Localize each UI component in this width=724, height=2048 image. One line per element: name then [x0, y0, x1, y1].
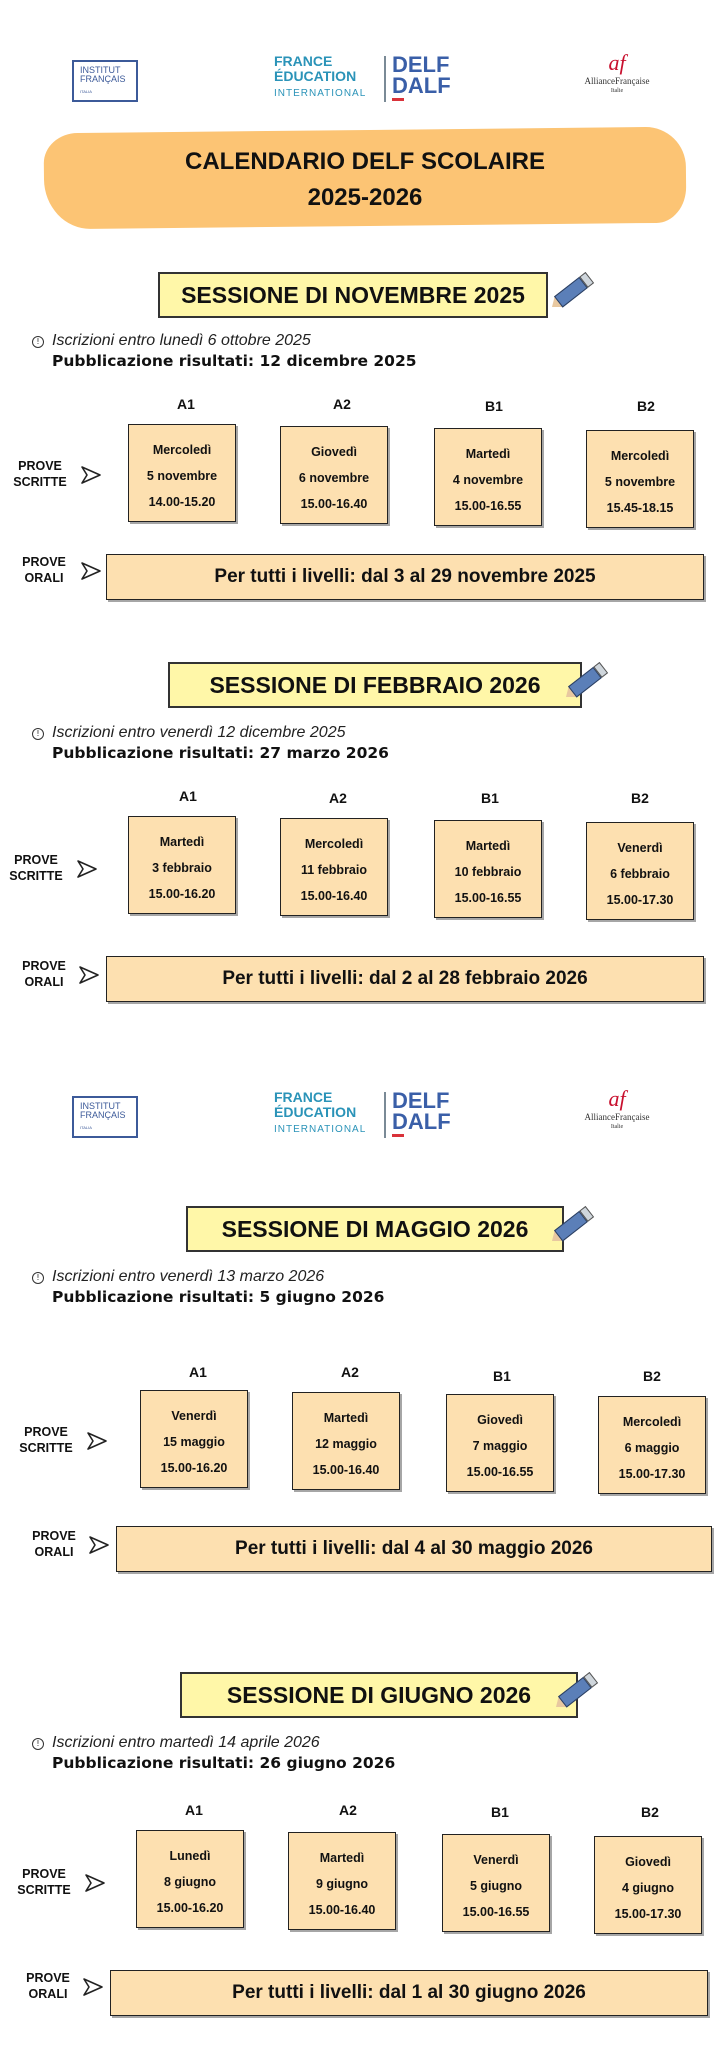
oral-exams-period: Per tutti i livelli: dal 1 al 30 giugno 2026: [110, 1970, 708, 2016]
fei-line3: INTERNATIONAL: [274, 1124, 367, 1135]
institut-logo-sub: ITALIA: [80, 89, 92, 94]
exam-card-a2: [288, 1832, 396, 1930]
exam-time: 15.00-17.30: [618, 1467, 686, 1481]
fei-delf-dalf-logo: [274, 54, 474, 104]
exam-card-b1: [434, 820, 542, 918]
af-country: Italie: [610, 1124, 624, 1130]
institut-francais-logo: [72, 60, 138, 102]
registration-deadline: Iscrizioni entro venerdì 13 marzo 2026: [52, 1268, 325, 1285]
level-label: A2: [333, 396, 351, 412]
exam-day: Martedì: [323, 1411, 369, 1425]
arrow-right-icon: [80, 560, 102, 582]
exam-date: 4 novembre: [452, 473, 524, 487]
exam-time: 15.00-17.30: [614, 1907, 682, 1921]
exam-time: 15.00-16.55: [454, 499, 522, 513]
exam-day: Lunedì: [169, 1849, 211, 1863]
exam-time: 15.00-16.20: [156, 1901, 224, 1915]
exam-date: 5 novembre: [146, 469, 218, 483]
exam-date: 5 giugno: [469, 1879, 523, 1893]
institut-logo-sub: ITALIA: [80, 1125, 92, 1130]
alliance-francaise-logo: [575, 52, 659, 102]
results-date: Pubblicazione risultati: 26 giugno 2026: [52, 1754, 396, 1772]
prove-scritte-label: PROVE SCRITTE: [19, 1425, 73, 1455]
exam-day: Venerdì: [473, 1853, 519, 1867]
delf-text: DELF: [392, 1088, 450, 1113]
exam-date: 7 maggio: [472, 1439, 528, 1453]
exam-date: 10 febbraio: [454, 865, 522, 879]
exam-day: Giovedì: [311, 445, 357, 459]
clock-icon: !: [32, 1272, 44, 1284]
level-label: B1: [481, 790, 499, 806]
prove-orali-label: PROVE ORALI: [32, 1529, 76, 1559]
oral-exams-period: Per tutti i livelli: dal 2 al 28 febbraio 2026: [106, 956, 704, 1002]
delf-text: DELF: [392, 52, 450, 77]
fei-line2: ÉDUCATION: [274, 1104, 357, 1120]
exam-time: 15.00-16.40: [312, 1463, 380, 1477]
af-mark: af: [608, 50, 626, 75]
exam-time: 15.00-16.40: [300, 889, 368, 903]
institut-logo-line1: INSTITUT: [80, 65, 121, 75]
title-line2: 2025-2026: [307, 184, 423, 211]
level-label: A2: [339, 1802, 357, 1818]
registration-deadline: Iscrizioni entro venerdì 12 dicembre 2025: [52, 724, 346, 741]
exam-time: 14.00-15.20: [148, 495, 216, 509]
exam-day: Mercoledì: [610, 449, 670, 463]
exam-date: 4 giugno: [621, 1881, 675, 1895]
exam-card-a1: [128, 424, 236, 522]
exam-date: 15 maggio: [163, 1435, 225, 1449]
level-label: A1: [179, 788, 197, 804]
prove-orali-label: PROVE ORALI: [22, 555, 66, 585]
logo-divider: [384, 1092, 386, 1138]
level-label: B2: [643, 1368, 661, 1384]
exam-time: 15.00-16.55: [466, 1465, 534, 1479]
institut-francais-logo: [72, 1096, 138, 1138]
level-label: B1: [493, 1368, 511, 1384]
prove-orali-label: PROVE ORALI: [26, 1971, 70, 2001]
level-label: B1: [491, 1804, 509, 1820]
exam-day: Mercoledì: [304, 837, 364, 851]
exam-time: 15.00-17.30: [606, 893, 674, 907]
exam-day: Giovedì: [477, 1413, 523, 1427]
dalf-text: DALF: [392, 73, 451, 98]
exam-time: 15.00-16.40: [308, 1903, 376, 1917]
exam-card-b1: [434, 428, 542, 526]
registration-deadline: Iscrizioni entro martedì 14 aprile 2026: [52, 1734, 320, 1751]
title-line1: CALENDARIO DELF SCOLAIRE: [185, 148, 545, 175]
level-label: A1: [189, 1364, 207, 1380]
fei-line1: FRANCE: [274, 1089, 333, 1105]
alliance-francaise-logo: [575, 1088, 659, 1138]
level-label: A1: [185, 1802, 203, 1818]
exam-time: 15.00-16.40: [300, 497, 368, 511]
exam-card-b2: [586, 430, 694, 528]
level-label: A2: [329, 790, 347, 806]
exam-day: Martedì: [465, 839, 511, 853]
oral-exams-period: Per tutti i livelli: dal 4 al 30 maggio 2026: [116, 1526, 712, 1572]
institut-logo-line2: FRANÇAIS: [80, 74, 126, 84]
arrow-right-icon: [86, 1430, 108, 1452]
level-label: A2: [341, 1364, 359, 1380]
fei-line1: FRANCE: [274, 53, 333, 69]
exam-time: 15.00-16.20: [160, 1461, 228, 1475]
exam-date: 5 novembre: [604, 475, 676, 489]
session-banner: SESSIONE DI MAGGIO 2026: [186, 1206, 564, 1252]
session-banner: SESSIONE DI GIUGNO 2026: [180, 1672, 578, 1718]
exam-card-b1: [442, 1834, 550, 1932]
level-label: B2: [641, 1804, 659, 1820]
prove-scritte-label: PROVE SCRITTE: [13, 459, 67, 489]
arrow-right-icon: [88, 1534, 110, 1556]
exam-card-a1: [128, 816, 236, 914]
exam-card-b2: [586, 822, 694, 920]
exam-day: Venerdì: [171, 1409, 217, 1423]
exam-day: Martedì: [465, 447, 511, 461]
delf-underline: [392, 98, 404, 101]
exam-date: 12 maggio: [315, 1437, 377, 1451]
exam-day: Martedì: [159, 835, 205, 849]
fei-logo-text: [274, 1090, 378, 1137]
delf-dalf-text: [392, 1090, 451, 1132]
exam-date: 11 febbraio: [301, 863, 367, 877]
session-banner: SESSIONE DI NOVEMBRE 2025: [158, 272, 548, 318]
delf-dalf-text: [392, 54, 451, 96]
oral-exams-period: Per tutti i livelli: dal 3 al 29 novembre 2025: [106, 554, 704, 600]
level-label: A1: [177, 396, 195, 412]
level-label: B2: [637, 398, 655, 414]
results-date: Pubblicazione risultati: 5 giugno 2026: [52, 1288, 385, 1306]
level-label: B2: [631, 790, 649, 806]
exam-time: 15.45-18.15: [606, 501, 674, 515]
af-name: AllianceFrançaise: [584, 1112, 650, 1122]
dalf-text: DALF: [392, 1109, 451, 1134]
institut-logo-line2: FRANÇAIS: [80, 1110, 126, 1120]
exam-day: Mercoledì: [152, 443, 212, 457]
exam-date: 9 giugno: [315, 1877, 369, 1891]
arrow-right-icon: [82, 1976, 104, 1998]
exam-card-a2: [292, 1392, 400, 1490]
exam-date: 6 novembre: [298, 471, 370, 485]
exam-time: 15.00-16.20: [148, 887, 216, 901]
pencil-icon: [548, 272, 594, 313]
exam-date: 6 febbraio: [610, 867, 670, 881]
exam-card-a1: [136, 1830, 244, 1928]
exam-date: 8 giugno: [163, 1875, 217, 1889]
fei-delf-dalf-logo: [274, 1090, 474, 1140]
exam-date: 3 febbraio: [152, 861, 212, 875]
exam-card-b2: [594, 1836, 702, 1934]
af-name: AllianceFrançaise: [584, 76, 650, 86]
exam-day: Mercoledì: [622, 1415, 682, 1429]
logo-divider: [384, 56, 386, 102]
prove-scritte-label: PROVE SCRITTE: [9, 853, 63, 883]
page-title: [44, 144, 686, 216]
results-date: Pubblicazione risultati: 12 dicembre 2025: [52, 352, 417, 370]
prove-orali-label: PROVE ORALI: [22, 959, 66, 989]
exam-card-a2: [280, 818, 388, 916]
clock-icon: !: [32, 728, 44, 740]
prove-scritte-label: PROVE SCRITTE: [17, 1867, 71, 1897]
exam-card-a2: [280, 426, 388, 524]
exam-date: 6 maggio: [624, 1441, 680, 1455]
fei-line3: INTERNATIONAL: [274, 88, 367, 99]
exam-card-a1: [140, 1390, 248, 1488]
exam-card-b1: [446, 1394, 554, 1492]
af-mark: af: [608, 1086, 626, 1111]
session-banner: SESSIONE DI FEBBRAIO 2026: [168, 662, 582, 708]
arrow-right-icon: [84, 1872, 106, 1894]
arrow-right-icon: [78, 964, 100, 986]
exam-day: Venerdì: [617, 841, 663, 855]
arrow-right-icon: [76, 858, 98, 880]
exam-card-b2: [598, 1396, 706, 1494]
exam-time: 15.00-16.55: [462, 1905, 530, 1919]
arrow-right-icon: [80, 464, 102, 486]
clock-icon: !: [32, 1738, 44, 1750]
exam-day: Giovedì: [625, 1855, 671, 1869]
fei-logo-text: [274, 54, 378, 101]
delf-underline: [392, 1134, 404, 1137]
af-country: Italie: [610, 88, 624, 94]
results-date: Pubblicazione risultati: 27 marzo 2026: [52, 744, 389, 762]
exam-day: Martedì: [319, 1851, 365, 1865]
fei-line2: ÉDUCATION: [274, 68, 357, 84]
institut-logo-line1: INSTITUT: [80, 1101, 121, 1111]
exam-time: 15.00-16.55: [454, 891, 522, 905]
clock-icon: !: [32, 336, 44, 348]
level-label: B1: [485, 398, 503, 414]
registration-deadline: Iscrizioni entro lunedì 6 ottobre 2025: [52, 332, 311, 349]
